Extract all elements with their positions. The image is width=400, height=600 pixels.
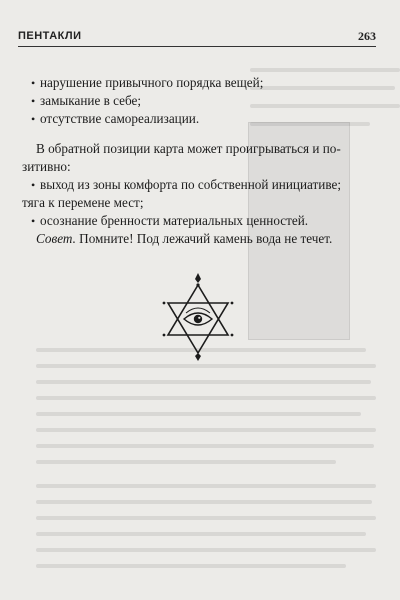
header-rule [18, 46, 376, 47]
bullet-icon: • [31, 214, 36, 228]
advice-paragraph: Совет. Помните! Под лежачий камень вода не течет. [36, 231, 333, 246]
list-item: • нарушение привычного порядка вещей; [31, 75, 264, 90]
bullet-icon: • [31, 112, 36, 126]
list-item: • отсутствие самореализации. [31, 111, 200, 126]
page-body [22, 74, 372, 248]
bullet-icon: • [31, 94, 36, 108]
show-through-text-lower [36, 348, 376, 588]
list-item-continuation: тяга к перемене мест; [22, 195, 144, 210]
list-item: • замыкание в себе; [31, 93, 142, 108]
running-header [18, 30, 376, 48]
eye-icon [184, 308, 212, 325]
reverse-position-paragraph: В обратной позиции карта может проигрываться и по- зитивно: [22, 141, 341, 174]
page-number: 263 [358, 29, 376, 43]
list-item: • выход из зоны комфорта по собственной инициативе; [31, 177, 342, 192]
advice-term: Совет. [36, 231, 76, 246]
list-item: • осознание бренности материальных ценностей. [31, 213, 309, 228]
hexagram-eye-icon [158, 271, 238, 363]
bullet-icon: • [31, 178, 36, 192]
bullet-icon: • [31, 76, 36, 90]
section-title: ПЕНТАКЛИ [18, 30, 82, 42]
